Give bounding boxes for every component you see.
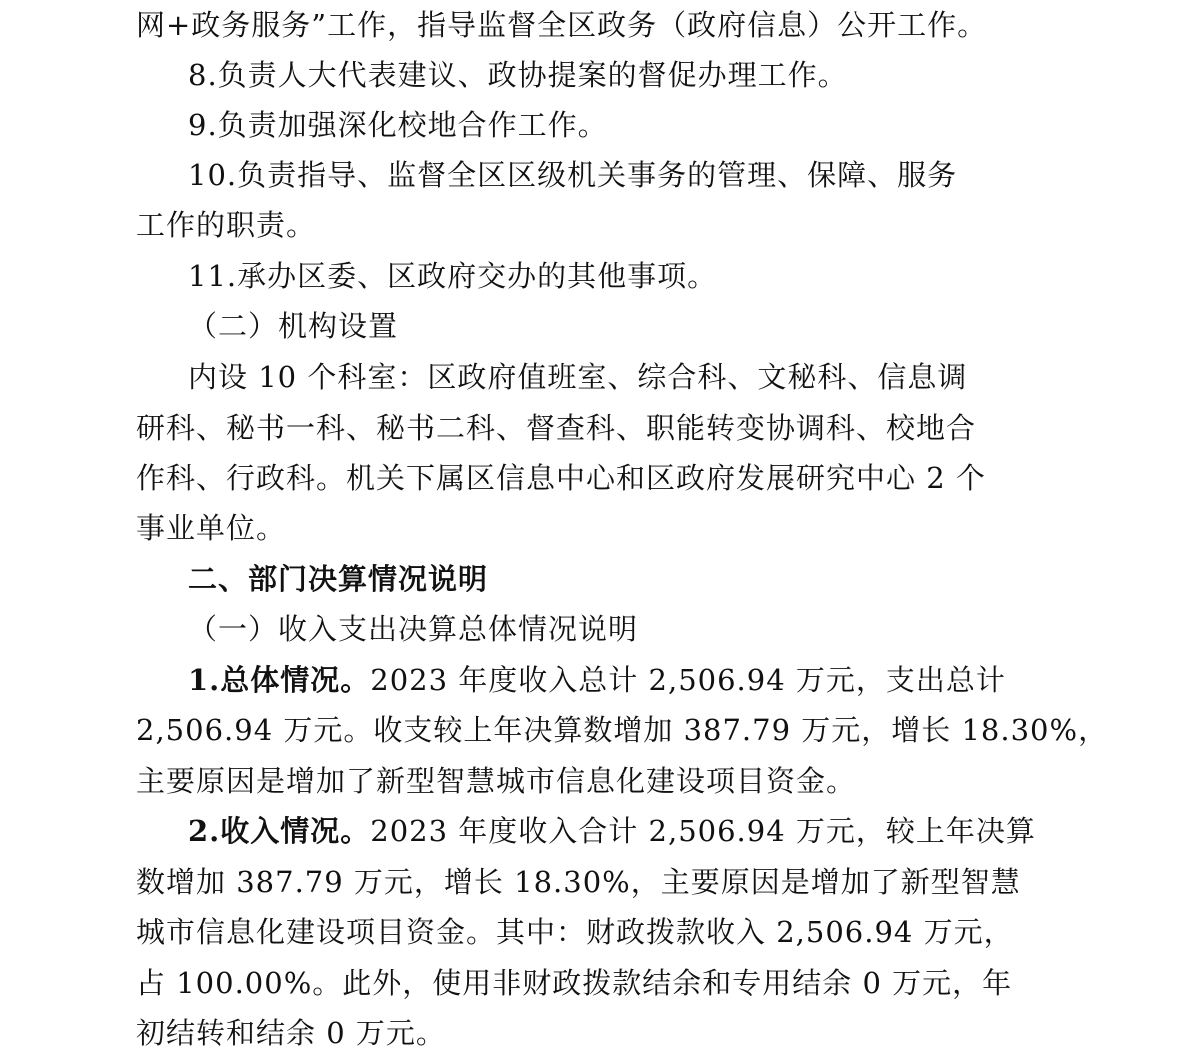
section-heading: （一）收入支出决算总体情况说明 xyxy=(188,612,639,646)
paragraph-line: 11.承办区委、区政府交办的其他事项。 xyxy=(188,259,718,293)
paragraph-line: 初结转和结余 0 万元。 xyxy=(136,1016,446,1050)
paragraph-text: 2023 年度收入合计 2,506.94 万元，较上年决算 xyxy=(370,814,1036,848)
bold-lead: 1.总体情况。 xyxy=(188,663,371,697)
bold-lead: 2.收入情况。 xyxy=(188,814,371,848)
paragraph-line: 占 100.00%。此外，使用非财政拨款结余和专用结余 0 万元，年 xyxy=(136,966,1013,1000)
paragraph-line: 网+政务服务”工作，指导监督全区政务（政府信息）公开工作。 xyxy=(136,8,988,42)
section-heading: （二）机构设置 xyxy=(188,309,399,343)
paragraph-line: 作科、行政科。机关下属区信息中心和区政府发展研究中心 2 个 xyxy=(136,461,986,495)
paragraph-line: 8.负责人大代表建议、政协提案的督促办理工作。 xyxy=(188,58,848,92)
paragraph-line xyxy=(188,655,1188,705)
paragraph-text: 2023 年度收入总计 2,506.94 万元，支出总计 xyxy=(370,663,1006,697)
paragraph-line: 事业单位。 xyxy=(136,511,287,545)
paragraph-line: 10.负责指导、监督全区区级机关事务的管理、保障、服务 xyxy=(188,158,958,192)
paragraph-line: 内设 10 个科室：区政府值班室、综合科、文秘科、信息调 xyxy=(188,360,968,394)
paragraph-line: 2,506.94 万元。收支较上年决算数增加 387.79 万元，增长 18.30%， xyxy=(136,713,1109,747)
chapter-heading: 二、部门决算情况说明 xyxy=(188,562,489,596)
paragraph-line xyxy=(188,806,1188,856)
paragraph-line: 主要原因是增加了新型智慧城市信息化建设项目资金。 xyxy=(136,764,857,798)
paragraph-line: 工作的职责。 xyxy=(136,208,317,242)
paragraph-line: 城市信息化建设项目资金。其中：财政拨款收入 2,506.94 万元， xyxy=(136,915,1014,949)
paragraph-line: 9.负责加强深化校地合作工作。 xyxy=(188,108,608,142)
paragraph-line: 数增加 387.79 万元，增长 18.30%，主要原因是增加了新型智慧 xyxy=(136,865,1021,899)
paragraph-line: 研科、秘书一科、秘书二科、督查科、职能转变协调科、校地合 xyxy=(136,411,977,445)
